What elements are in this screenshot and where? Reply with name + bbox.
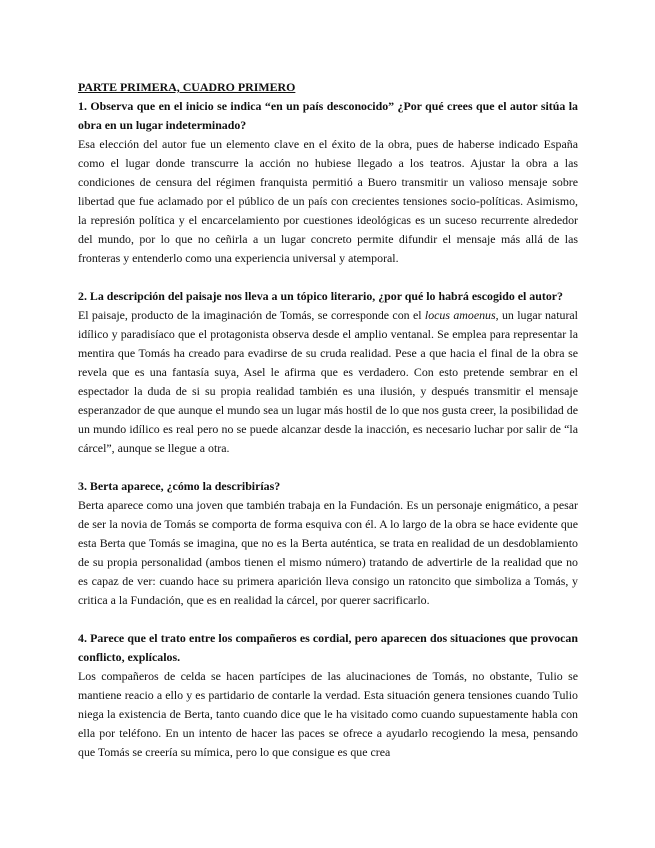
section-title: PARTE PRIMERA, CUADRO PRIMERO <box>78 80 296 94</box>
answer-2-italic: locus amoenus <box>424 308 496 322</box>
answer-1: Esa elección del autor fue un elemento clave en el éxito de la obra, pues de haberse indicado España como el lugar donde transcurre la acción no hubiese llegado a los teatros. Ajustar la obra a las condiciones de censura del régimen franquista permitió a Buero transmitir un valioso mensaje sobre libertad que fue aclamado por el público de un país con crecientes tensiones socio-políticas. Asimismo, la represión política y el encarcelamiento por cuestiones ideológicas es un suceso recurrente alrededor del mundo, por lo que no ceñirla a un lugar concreto permite difundir el mensaje más allá de las fronteras y entenderlo como una experiencia universal y atemporal. <box>78 137 578 265</box>
answer-2-part-2: , un lugar natural idílico y paradisíaco que el protagonista observa desde el amplio ventanal. Se emplea para representar la mentira que Tomás ha creado para evadirse de su cruda realidad. Pese a que hacia el final de la obra se revela que es una fantasía suya, Asel le afirma que es verdadero. Con esto pretende sembrar en el espectador la duda de si su propia realidad también es una ilusión, y después transmitir el mensaje esperanzador de que aunque el mundo sea un lugar más hostil de lo que nos gusta creer, la posibilidad de un mundo idílico es real pero no se puede alcanzar desde la inacción, es necesario luchar por salir de “la cárcel”, aunque se llegue a otra. <box>78 308 578 455</box>
answer-4: Los compañeros de celda se hacen partícipes de las alucinaciones de Tomás, no obstante, Tulio se mantiene reacio a ello y es partidario de contarle la verdad. Esta situación genera tensiones cuando Tulio niega la existencia de Berta, tanto cuando dice que le ha visitado como cuando supuestamente habla con ella por teléfono. En un intento de hacer las paces se ofrece a ayudarlo recogiendo la mesa, pensando que Tomás se creería su mímica, pero lo que consigue es que crea <box>78 669 578 759</box>
answer-2 <box>78 306 578 458</box>
question-3: 3. Berta aparece, ¿cómo la describirías? <box>78 479 281 493</box>
document-page <box>78 78 578 762</box>
answer-3: Berta aparece como una joven que también trabaja en la Fundación. Es un personaje enigmático, a pesar de ser la novia de Tomás se comporta de forma esquiva con él. A lo largo de la obra se hace evidente que esta Berta que Tomás se imagina, que no es la Berta auténtica, se trata en realidad de un desdoblamiento de su propia personalidad (ambos tienen el mismo número) tratando de advertirle de la realidad que no es capaz de ver: cuando hace su primera aparición lleva consigo un ratoncito que simboliza a Tomás, y critica a la Fundación, que es en realidad la cárcel, por querer sacrificarlo. <box>78 498 578 607</box>
spacer <box>78 458 578 477</box>
question-1: 1. Observa que en el inicio se indica “en un país desconocido” ¿Por qué crees que el autor sitúa la obra en un lugar indeterminado? <box>78 99 578 132</box>
question-2: 2. La descripción del paisaje nos lleva a un tópico literario, ¿por qué lo habrá escogido el autor? <box>78 289 563 303</box>
spacer <box>78 610 578 629</box>
question-4: 4. Parece que el trato entre los compañeros es cordial, pero aparecen dos situaciones que provocan conflicto, explícalos. <box>78 631 578 664</box>
answer-2-part-1: El paisaje, producto de la imaginación de Tomás, se corresponde con el <box>78 308 425 322</box>
spacer <box>78 268 578 287</box>
